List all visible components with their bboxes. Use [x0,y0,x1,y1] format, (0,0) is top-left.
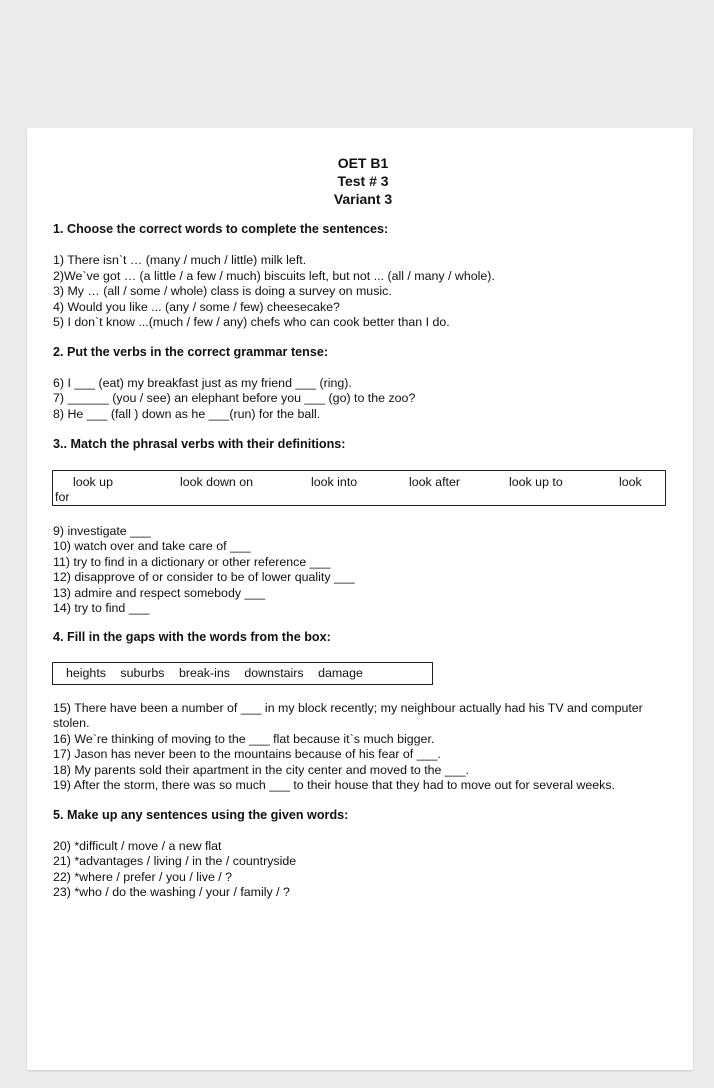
box-word: for [55,490,70,504]
prompt-item: 21) *advantages / living / in the / countryside [53,854,297,869]
prompt-item: 22) *where / prefer / you / live / ? [53,869,233,884]
box-word: look down on [180,475,254,489]
prompt-item: 20) *difficult / move / a new flat [53,838,222,853]
sentence-item: 5) I don`t know ...(much / few / any) chefs who can cook better than I do. [53,315,450,330]
title-level: OET B1 [337,155,389,171]
sentence-item: 2)We`ve got … (a little / a few / much) biscuits left, but not ... (all / many / whole). [53,268,495,283]
gap-sentence: 19) After the storm, there was so much ___ to their house that they had to move out for several weeks. [53,778,616,793]
box-word: look [619,475,642,489]
title-variant: Variant 3 [333,191,393,207]
section2-items [53,376,673,422]
section3-items [53,524,673,616]
definition-item: 12) disapprove of or consider to be of lower quality ___ [53,570,355,585]
section4-content [53,701,673,900]
sentence-item: 3) My … (all / some / whole) class is doing a survey on music. [53,284,392,299]
section1-heading: 1. Choose the correct words to complete the sentences: [53,222,389,236]
title-test: Test # 3 [337,173,389,189]
gap-sentence: 15) There have been a number of ___ in my block recently; my neighbour actually had his TV and computer stolen. [53,701,643,731]
box-word: look up [73,475,113,489]
prompt-item: 23) *who / do the washing / your / family / ? [53,885,290,900]
section3-heading: 3.. Match the phrasal verbs with their definitions: [53,437,346,452]
worksheet-content [53,154,673,452]
box-word: look up to [509,475,563,489]
sentence-item: 6) I ___ (eat) my breakfast just as my friend ___ (ring). [53,375,352,390]
sentence-item: 1) There isn`t … (many / much / little) milk left. [53,253,307,268]
section1-items [53,253,673,330]
worksheet-page [27,128,693,1070]
definition-item: 13) admire and respect somebody ___ [53,585,266,600]
phrasal-verbs-box [52,470,666,506]
box-word: suburbs [120,666,165,680]
gap-sentence: 16) We`re thinking of moving to the ___ flat because it`s much bigger. [53,731,435,746]
box-word: break-ins [178,666,230,680]
section4-items [53,701,665,793]
section4-heading: 4. Fill in the gaps with the words from the box: [53,630,331,645]
box-word: damage [318,666,363,680]
section5-heading: 5. Make up any sentences using the given words: [53,808,349,823]
box-word: heights [66,666,106,680]
section3-content [53,524,673,646]
word-box [52,662,433,685]
definition-item: 11) try to find in a dictionary or other reference ___ [53,554,331,569]
box-word: look into [311,475,358,489]
box-word: look after [409,475,460,489]
definition-item: 14) try to find ___ [53,601,150,616]
gap-sentence: 17) Jason has never been to the mountains because of his fear of ___. [53,747,441,762]
definition-item: 9) investigate ___ [53,524,151,538]
gap-sentence: 18) My parents sold their apartment in the city center and moved to the ___. [53,762,469,777]
sentence-item: 4) Would you like ... (any / some / few) cheesecake? [53,299,340,314]
section2-heading: 2. Put the verbs in the correct grammar tense: [53,345,329,360]
definition-item: 10) watch over and take care of ___ [53,539,251,554]
sentence-item: 7) ______ (you / see) an elephant before you ___ (go) to the zoo? [53,391,416,406]
sentence-item: 8) He ___ (fall ) down as he ___(run) for the ball. [53,406,321,421]
box-word: downstairs [244,666,304,680]
section5-items [53,839,673,901]
